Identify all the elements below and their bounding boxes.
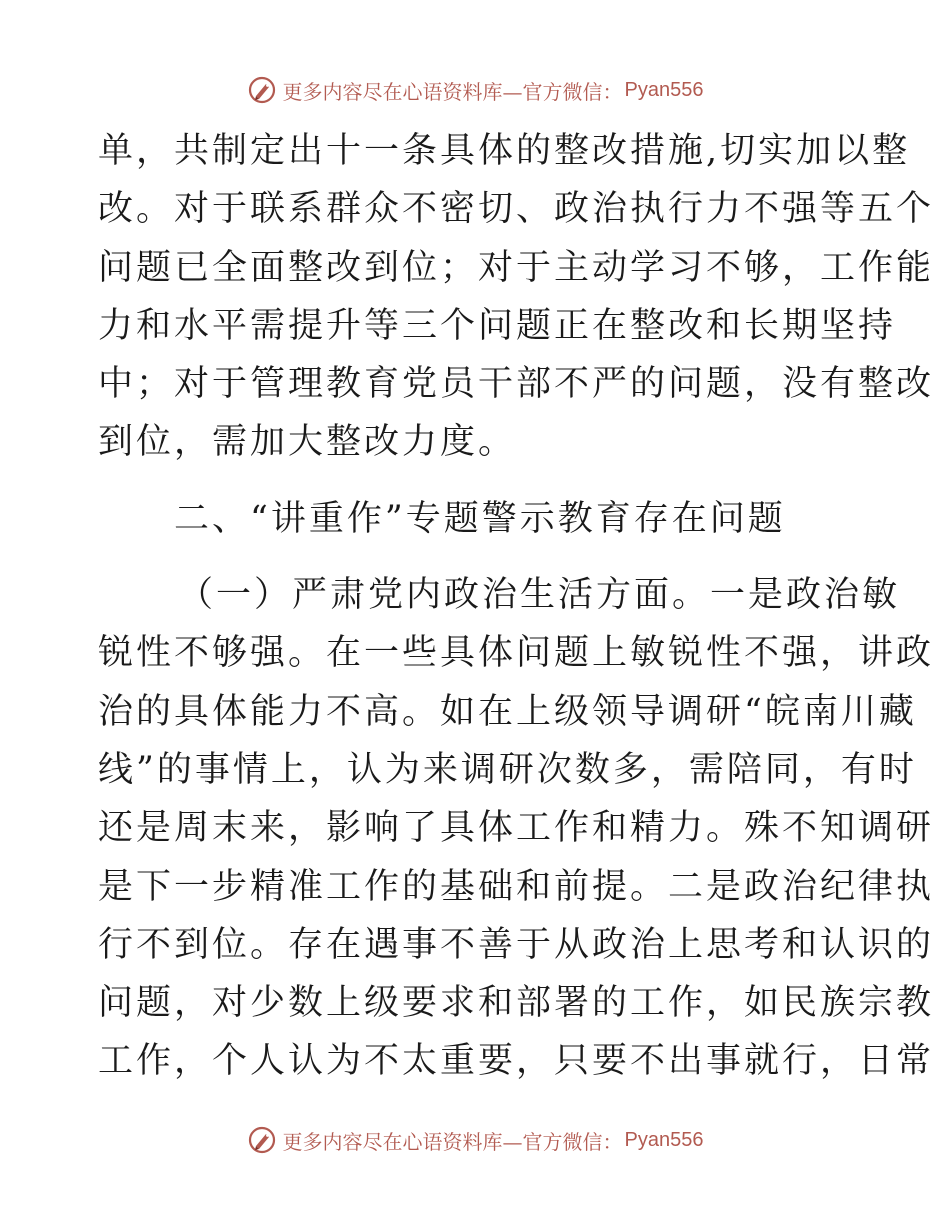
paragraph-1 [98,122,935,472]
text-line: 到位，需加大整改力度。 [98,422,517,463]
paragraph-2 [98,566,935,1091]
text-line: 力和水平需提升等三个问题正在整改和长期坚持 [98,305,897,346]
footer-wechat-id: Pyan556 [624,1128,704,1151]
text-line: 是下一步精准工作的基础和前提。二是政治纪律执 [98,866,935,907]
text-line: 中；对于管理教育党员干部不严的问题，没有整改 [98,364,935,405]
header-wechat-id: Pyan556 [624,78,704,101]
text-line: 线”的事情上，认为来调研次数多，需陪同，有时 [98,749,917,790]
text-line: 行不到位。存在遇事不善于从政治上思考和认识的 [98,924,935,965]
pen-logo-icon [247,75,277,105]
header-watermark-text: 更多内容尽在心语资料库—官方微信： [282,79,623,104]
text-line: （一）严肃党内政治生活方面。一是政治敏 [178,575,901,616]
text-line: 问题已全面整改到位；对于主动学习不够，工作能 [98,247,935,288]
text-line: 问题，对少数上级要求和部署的工作，如民族宗教 [98,983,935,1024]
footer-watermark [0,1120,950,1160]
pen-logo-icon [247,1125,277,1155]
footer-watermark-text: 更多内容尽在心语资料库—官方微信： [282,1129,623,1154]
text-line: 工作，个人认为不太重要，只要不出事就行，日常 [98,1041,935,1082]
text-line: 还是周末来，影响了具体工作和精力。殊不知调研 [98,808,935,849]
text-line: 改。对于联系群众不密切、政治执行力不强等五个 [98,189,935,230]
text-line: 锐性不够强。在一些具体问题上敏锐性不强，讲政 [98,633,935,674]
text-line: 单，共制定出十一条具体的整改措施,切实加以整 [98,131,911,171]
section-heading: 二、“讲重作”专题警示教育存在问题 [174,498,786,539]
header-watermark [0,70,950,110]
text-line: 治的具体能力不高。如在上级领导调研“皖南川藏 [98,691,917,732]
document-body [98,122,935,1091]
